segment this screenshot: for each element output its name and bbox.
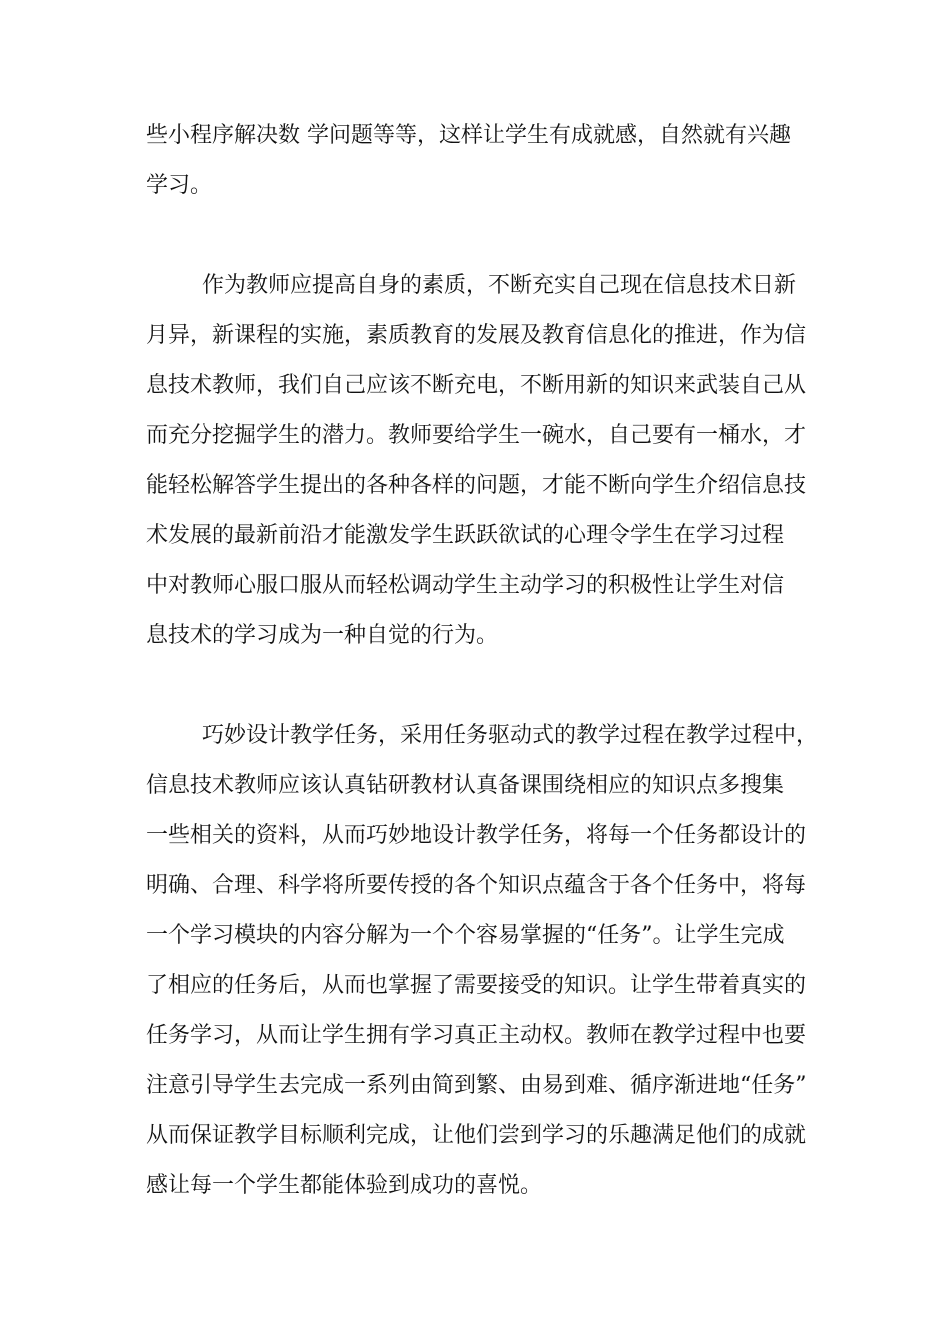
paragraph-line: 能轻松解答学生提出的各种各样的问题，才能不断向学生介绍信息技 (146, 473, 807, 498)
paragraph-line: 从而保证教学目标顺利完成，让他们尝到学习的乐趣满足他们的成就 (146, 1123, 807, 1148)
paragraph-line: 感让每一个学生都能体验到成功的喜悦。 (146, 1173, 543, 1198)
paragraph-line: 学习。 (146, 173, 213, 198)
paragraph-line: 些小程序解决数 学问题等等，这样让学生有成就感，自然就有兴趣 (146, 123, 791, 148)
paragraph-line: 息技术的学习成为一种自觉的行为。 (146, 623, 499, 648)
paragraph-line: 息技术教师，我们自己应该不断充电，不断用新的知识来武装自己从 (146, 373, 807, 398)
paragraph-line: 巧妙设计教学任务，采用任务驱动式的教学过程在教学过程中， (202, 723, 819, 748)
paragraph-line: 信息技术教师应该认真钻研教材认真备课围绕相应的知识点多搜集 (146, 773, 785, 798)
paragraph-3 (146, 711, 819, 1211)
paragraph-line: 术发展的最新前沿才能激发学生跃跃欲试的心理令学生在学习过程 (146, 523, 785, 548)
paragraph-line: 注意引导学生去完成一系列由简到繁、由易到难、循序渐进地“任务” (146, 1073, 807, 1098)
paragraph-2 (146, 261, 810, 661)
paragraph-1 (146, 111, 810, 211)
paragraph-line: 一个学习模块的内容分解为一个个容易掌握的“任务”。让学生完成 (146, 923, 785, 948)
paragraph-line: 一些相关的资料，从而巧妙地设计教学任务，将每一个任务都设计的 (146, 823, 807, 848)
paragraph-line: 明确、合理、科学将所要传授的各个知识点蕴含于各个任务中，将每 (146, 873, 807, 898)
paragraph-line: 中对教师心服口服从而轻松调动学生主动学习的积极性让学生对信 (146, 573, 785, 598)
paragraph-line: 月异，新课程的实施，素质教育的发展及教育信息化的推进，作为信 (146, 323, 807, 348)
paragraph-line: 任务学习，从而让学生拥有学习真正主动权。教师在教学过程中也要 (146, 1023, 807, 1048)
paragraph-line: 作为教师应提高自身的素质，不断充实自己现在信息技术日新 (202, 273, 797, 298)
paragraph-line: 了相应的任务后，从而也掌握了需要接受的知识。让学生带着真实的 (146, 973, 807, 998)
paragraph-line: 而充分挖掘学生的潜力。教师要给学生一碗水，自己要有一桶水，才 (146, 423, 807, 448)
